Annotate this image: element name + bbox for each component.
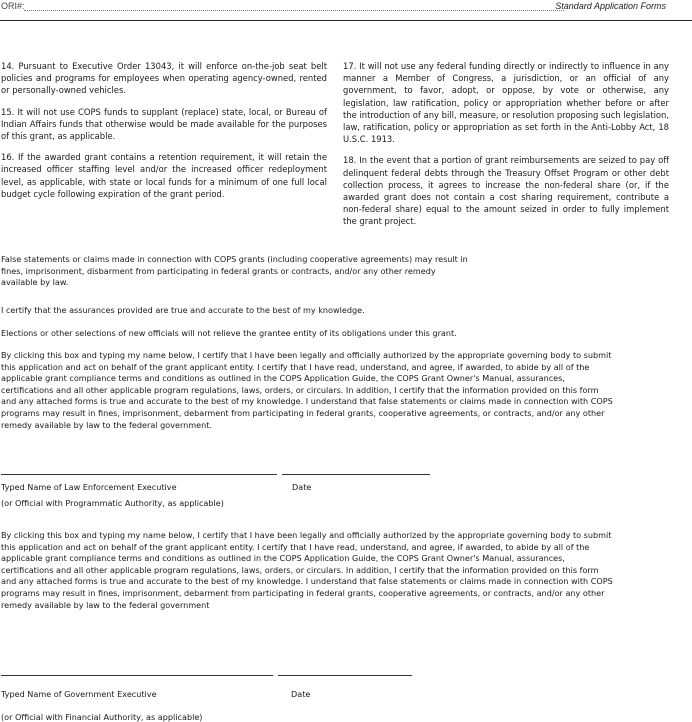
elections-statement: Elections or other selections of new officials will not relieve the grantee entity of its obligations under this grant. [1, 328, 457, 338]
certification-line: and any attached forms is true and accurate to the best of my knowledge. I understand that false statements or claims made in connection with COPS [1, 576, 613, 587]
certification-line: By clicking this box and typing my name below, I certify that I have been legally and officially authorized by the appropriate governing body to submit [1, 530, 612, 540]
assurance-item-16: 16. If the awarded grant contains a retention requirement, it will retain the increased officer staffing level and/or the increased officer redeployment level, as applicable, with state or local funds for a minimum of one full local budget cycle following expiration of the grant period. [1, 152, 327, 199]
law-enforcement-date-label: Date [292, 482, 312, 492]
certification-line: this application and act on behalf of the grant applicant entity. I certify that I have read, understand, and agree, if awarded, to abide by all of the [1, 541, 590, 552]
false-claims-line: available by law. [1, 277, 69, 288]
page-header [0, 0, 692, 20]
false-claims-statement [1, 254, 468, 289]
government-exec-authority-label: (or Official with Financial Authority, as applicable) [1, 712, 203, 722]
certification-line: By clicking this box and typing my name below, I certify that I have been legally and officially authorized by the appropriate governing body to submit [1, 350, 612, 360]
assurance-item-17: 17. It will not use any federal funding directly or indirectly to influence in any manner a Member of Congress, a jurisdiction, or an official of any government, to favor, adopt, or oppose, by vote or otherwise, any legislation, law ratification, policy or appropriation whether before or after the introduction of any bill, measure, or resolution proposing such legislation, law, ratification, policy or appropriation as set forth in the Anti-Lobby Act, 18 U.S.C. 1913. [343, 61, 669, 145]
certification-line: remedy available by law to the federal government [1, 599, 210, 610]
law-enforcement-date-field[interactable] [282, 474, 430, 475]
certification-line: certifications and all other applicable program regulations, laws, orders, or circulars. In addition, I certify that the information provided on this form [1, 384, 599, 395]
header-rule [0, 20, 692, 21]
assurances-right-column [343, 60, 669, 237]
assurance-item-14: 14. Pursuant to Executive Order 13043, it will enforce on-the-job seat belt policies and programs for employees when operating agency-owned, rented or personally-owned vehicles. [1, 61, 327, 96]
false-claims-line: fines, imprisonment, disbarment from participating in federal grants or contracts, and/or any other remedy [1, 265, 436, 276]
false-claims-line: False statements or claims made in connection with COPS grants (including cooperative agreements) may result in [1, 254, 468, 264]
assurance-item-15: 15. It will not use COPS funds to supplant (replace) state, local, or Bureau of Indian Affairs funds that otherwise would be made available for the purposes of this grant, as applicable. [1, 106, 327, 142]
certification-line: remedy available by law to the federal government. [1, 419, 213, 430]
certify-statement: I certify that the assurances provided are true and accurate to the best of my knowledge. [1, 305, 365, 315]
assurances-left-column [1, 60, 327, 209]
law-enforcement-authority-label: (or Official with Programmatic Authority, as applicable) [1, 498, 224, 508]
certification-line: applicable grant compliance terms and conditions as outlined in the COPS Application Guide, the COPS Grant Owner's Manual, assurances, [1, 373, 565, 384]
certification-line: and any attached forms is true and accurate to the best of my knowledge. I understand that false statements or claims made in connection with COPS [1, 396, 613, 407]
certification-line: this application and act on behalf of the grant applicant entity. I certify that I have read, understand, and agree, if awarded, to abide by all of the [1, 361, 590, 372]
government-exec-date-field[interactable] [278, 675, 412, 676]
ori-label: ORI#: [1, 1, 25, 11]
ori-field-line[interactable] [24, 10, 564, 11]
certification-line: programs may result in fines, imprisonment, debarment from participating in federal grants, cooperative agreements, or contracts, and/or any other [1, 587, 605, 598]
law-enforcement-name-field[interactable] [1, 474, 277, 475]
certification-line: applicable grant compliance terms and conditions as outlined in the COPS Application Guide, the COPS Grant Owner's Manual, assurances, [1, 553, 565, 564]
certification-line: certifications and all other applicable program regulations, laws, orders, or circulars. In addition, I certify that the information provided on this form [1, 564, 599, 575]
assurance-item-18: 18. In the event that a portion of grant reimbursements are seized to pay off delinquent federal debts through the Treasury Offset Program or other debt collection process, it agrees to increase the non-federal share (or, if the awarded grant does not contain a cost sharing requirement, contribute a non-federal share) equal to the amount seized in order to fully implement the grant project. [343, 155, 669, 227]
form-title: Standard Application Forms [555, 1, 666, 11]
government-exec-name-label: Typed Name of Government Executive [1, 689, 157, 699]
certification-line: programs may result in fines, imprisonment, debarment from participating in federal grants, cooperative agreements, or contracts, and/or any other [1, 407, 605, 418]
certification-paragraph-2[interactable] [1, 530, 613, 611]
government-exec-name-field[interactable] [1, 675, 273, 676]
law-enforcement-name-label: Typed Name of Law Enforcement Executive [1, 482, 177, 492]
certification-paragraph-1[interactable] [1, 350, 613, 431]
government-exec-date-label: Date [291, 689, 311, 699]
